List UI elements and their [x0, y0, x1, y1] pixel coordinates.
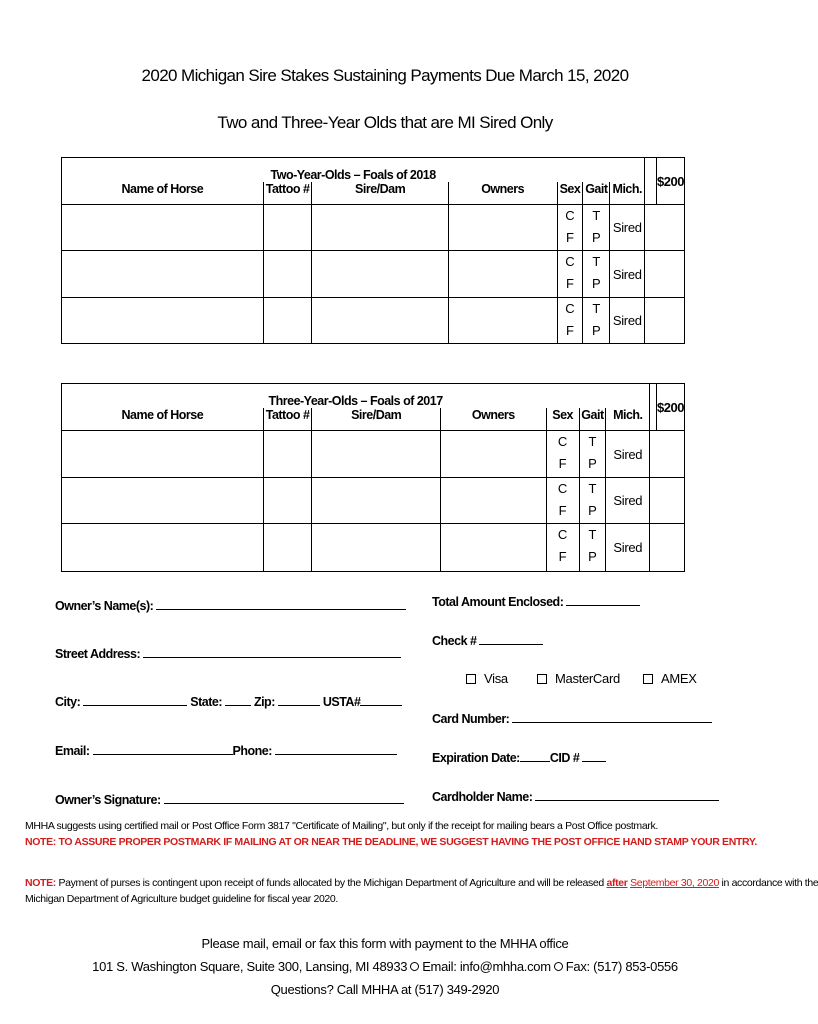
- table-row: [62, 298, 685, 344]
- gait-option-t[interactable]: T: [592, 301, 601, 316]
- fee-cell[interactable]: [650, 431, 685, 478]
- horse-name-cell[interactable]: [62, 524, 264, 572]
- two-year-fee: $200: [657, 158, 685, 205]
- table-row: [62, 205, 685, 251]
- check-row: [432, 632, 543, 648]
- note-text-a: Payment of purses is contingent upon receipt of funds allocated by the Michigan Department of Agriculture and will be released: [58, 877, 604, 889]
- state-field[interactable]: [225, 693, 251, 706]
- gait-option-p[interactable]: P: [588, 503, 597, 518]
- mich-sired-cell: Sired: [610, 298, 645, 344]
- checkbox-icon[interactable]: [466, 674, 476, 684]
- check-label: Check #: [432, 634, 477, 648]
- owner-names-label: Owner’s Name(s):: [55, 599, 154, 613]
- sex-cell[interactable]: [557, 205, 583, 251]
- bullet-icon: [410, 962, 419, 971]
- card-number-row: [432, 710, 712, 726]
- tattoo-cell[interactable]: [263, 524, 312, 572]
- owners-cell[interactable]: [448, 205, 557, 251]
- checkbox-icon[interactable]: [643, 674, 653, 684]
- sex-cell[interactable]: [557, 298, 583, 344]
- card-number-label: Card Number:: [432, 712, 510, 726]
- gait-option-p[interactable]: P: [592, 323, 601, 338]
- note-label: NOTE:: [25, 877, 56, 889]
- mich-sired-cell: Sired: [606, 431, 650, 478]
- fee-cell[interactable]: [645, 205, 685, 251]
- fee-cell[interactable]: [645, 251, 685, 298]
- horse-name-cell[interactable]: [62, 431, 264, 478]
- three-year-table: [61, 383, 685, 572]
- amex-label: AMEX: [661, 671, 697, 686]
- note-text-c: Michigan Department of Agriculture budget guideline for fiscal year 2020.: [25, 893, 338, 905]
- street-address-label: Street Address:: [55, 647, 141, 661]
- three-year-fee: $200: [657, 384, 685, 431]
- tattoo-cell[interactable]: [263, 205, 312, 251]
- check-field[interactable]: [479, 632, 543, 645]
- gait-cell[interactable]: [583, 251, 610, 298]
- gait-option-p[interactable]: P: [592, 230, 601, 245]
- sex-option-c[interactable]: C: [557, 527, 568, 542]
- sex-option-c[interactable]: C: [557, 481, 568, 496]
- signature-field[interactable]: [164, 791, 404, 804]
- note-text-b: in accordance with the: [721, 877, 818, 889]
- tattoo-cell[interactable]: [263, 298, 312, 344]
- gait-option-t[interactable]: T: [588, 434, 597, 449]
- city-label: City:: [55, 695, 81, 709]
- footer-questions: Questions? Call MHHA at (517) 349-2920: [270, 982, 500, 997]
- owners-cell[interactable]: [440, 478, 546, 524]
- expiration-row: [432, 749, 606, 765]
- col-siredam-header: Sire/Dam: [312, 182, 448, 205]
- table-row: [62, 524, 685, 572]
- checkbox-icon[interactable]: [537, 674, 547, 684]
- table-row: [62, 251, 685, 298]
- col-owners-header: Owners: [448, 182, 557, 205]
- sex-cell[interactable]: [546, 478, 579, 524]
- postmark-note: NOTE: TO ASSURE PROPER POSTMARK IF MAILING AT OR NEAR THE DEADLINE, WE SUGGEST HAVING THE POST OFFICE HAND STAMP YOUR ENTRY.: [25, 836, 757, 848]
- visa-label: Visa: [484, 671, 508, 686]
- email-field[interactable]: [93, 742, 233, 755]
- col-sex-header: Sex: [546, 408, 579, 431]
- signature-label: Owner’s Signature:: [55, 793, 161, 807]
- footer-address: 101 S. Washington Square, Suite 300, Lansing, MI 48933: [92, 959, 408, 974]
- mich-sired-cell: Sired: [610, 251, 645, 298]
- card-type-amex[interactable]: [643, 671, 697, 686]
- sex-option-f[interactable]: F: [558, 456, 567, 471]
- gait-cell[interactable]: [579, 431, 606, 478]
- phone-label: Phone:: [232, 744, 272, 758]
- bullet-icon: [554, 962, 563, 971]
- street-address-field[interactable]: [143, 645, 401, 658]
- siredam-cell[interactable]: [312, 251, 448, 298]
- siredam-cell[interactable]: [312, 298, 448, 344]
- sex-option-f[interactable]: F: [558, 549, 567, 564]
- table-row: [62, 431, 685, 478]
- fee-cell[interactable]: [650, 478, 685, 524]
- total-row: [432, 593, 640, 609]
- footer-line-1: Please mail, email or fax this form with payment to the MHHA office: [201, 936, 569, 951]
- owners-cell[interactable]: [440, 431, 546, 478]
- city-field[interactable]: [83, 693, 187, 706]
- owners-cell[interactable]: [448, 298, 557, 344]
- gait-cell[interactable]: [583, 205, 610, 251]
- col-gait-header: Gait: [579, 408, 606, 431]
- note-after: after: [606, 877, 628, 889]
- sex-cell[interactable]: [546, 431, 579, 478]
- usta-label: USTA#: [322, 695, 361, 709]
- signature-row: [55, 791, 404, 807]
- sex-cell[interactable]: [546, 524, 579, 572]
- email-label: Email:: [55, 744, 90, 758]
- gait-option-p[interactable]: P: [592, 276, 601, 291]
- col-mich-header: Mich.: [610, 182, 645, 205]
- table-row: [62, 478, 685, 524]
- sex-option-f[interactable]: F: [558, 503, 567, 518]
- page-subtitle: Two and Three-Year Olds that are MI Sired Only: [217, 113, 553, 132]
- mich-sired-cell: Sired: [606, 524, 650, 572]
- city-row: [55, 693, 402, 709]
- gait-option-t[interactable]: T: [588, 527, 597, 542]
- owner-names-field[interactable]: [156, 597, 406, 610]
- siredam-cell[interactable]: [312, 478, 440, 524]
- card-number-field[interactable]: [512, 710, 712, 723]
- card-type-visa[interactable]: [466, 671, 508, 686]
- mich-sired-cell: Sired: [606, 478, 650, 524]
- footer-fax: Fax: (517) 853-0556: [565, 959, 678, 974]
- col-tattoo-header: Tattoo #: [263, 408, 312, 431]
- gait-option-p[interactable]: P: [588, 456, 597, 471]
- cardholder-field[interactable]: [535, 788, 719, 801]
- owner-names-row: [55, 597, 406, 613]
- siredam-cell[interactable]: [312, 205, 448, 251]
- expiration-label: Expiration Date:: [432, 751, 520, 765]
- phone-field[interactable]: [275, 742, 397, 755]
- footer-contact: [0, 959, 770, 974]
- fee-cell[interactable]: [645, 298, 685, 344]
- footer-email[interactable]: Email: info@mhha.com: [422, 959, 551, 974]
- usta-field[interactable]: [360, 693, 402, 706]
- mich-sired-cell: Sired: [610, 205, 645, 251]
- fee-cell[interactable]: [650, 524, 685, 572]
- owners-cell[interactable]: [448, 251, 557, 298]
- mhha-suggestion-text: MHHA suggests using certified mail or Post Office Form 3817 "Certificate of Mailing", but only if the receipt for mailing bears a Post Office postmark.: [25, 820, 658, 832]
- zip-field[interactable]: [278, 693, 320, 706]
- zip-label: Zip:: [253, 695, 275, 709]
- gait-cell[interactable]: [579, 478, 606, 524]
- sex-option-c[interactable]: C: [565, 208, 575, 223]
- card-type-mastercard[interactable]: [537, 671, 620, 686]
- sex-option-c[interactable]: C: [565, 254, 575, 269]
- three-year-heading: Three-Year-Olds – Foals of 2017: [62, 384, 650, 408]
- email-row: [55, 742, 397, 758]
- gait-cell[interactable]: [579, 524, 606, 572]
- two-year-table: [61, 157, 685, 344]
- cid-label: CID #: [549, 751, 580, 765]
- siredam-cell[interactable]: [312, 431, 440, 478]
- siredam-cell[interactable]: [312, 524, 440, 572]
- sex-option-c[interactable]: C: [565, 301, 575, 316]
- mastercard-label: MasterCard: [555, 671, 620, 686]
- tattoo-cell[interactable]: [263, 251, 312, 298]
- expiration-field[interactable]: [520, 749, 550, 762]
- cid-field[interactable]: [582, 749, 606, 762]
- horse-name-cell[interactable]: [62, 251, 264, 298]
- col-name-header: Name of Horse: [62, 182, 264, 205]
- sex-cell[interactable]: [557, 251, 583, 298]
- gait-option-t[interactable]: T: [592, 254, 601, 269]
- col-mich-header: Mich.: [606, 408, 650, 431]
- horse-name-cell[interactable]: [62, 298, 264, 344]
- col-owners-header: Owners: [440, 408, 546, 431]
- col-tattoo-header: Tattoo #: [263, 182, 312, 205]
- purse-note: [25, 877, 818, 889]
- sex-option-c[interactable]: C: [557, 434, 568, 449]
- sex-option-f[interactable]: F: [565, 230, 574, 245]
- cardholder-label: Cardholder Name:: [432, 790, 533, 804]
- sex-option-f[interactable]: F: [565, 276, 574, 291]
- total-field[interactable]: [566, 593, 640, 606]
- col-siredam-header: Sire/Dam: [312, 408, 440, 431]
- gait-cell[interactable]: [583, 298, 610, 344]
- col-gait-header: Gait: [583, 182, 610, 205]
- gait-option-p[interactable]: P: [588, 549, 597, 564]
- sex-option-f[interactable]: F: [565, 323, 574, 338]
- col-sex-header: Sex: [557, 182, 583, 205]
- tattoo-cell[interactable]: [263, 431, 312, 478]
- page-title: 2020 Michigan Sire Stakes Sustaining Payments Due March 15, 2020: [141, 66, 629, 85]
- horse-name-cell[interactable]: [62, 205, 264, 251]
- gait-option-t[interactable]: T: [592, 208, 601, 223]
- gait-option-t[interactable]: T: [588, 481, 597, 496]
- two-year-heading: Two-Year-Olds – Foals of 2018: [62, 158, 645, 182]
- tattoo-cell[interactable]: [263, 478, 312, 524]
- cardholder-row: [432, 788, 719, 804]
- owners-cell[interactable]: [440, 524, 546, 572]
- state-label: State:: [190, 695, 222, 709]
- horse-name-cell[interactable]: [62, 478, 264, 524]
- street-address-row: [55, 645, 401, 661]
- col-name-header: Name of Horse: [62, 408, 264, 431]
- note-date: September 30, 2020: [630, 877, 719, 889]
- total-label: Total Amount Enclosed:: [432, 595, 564, 609]
